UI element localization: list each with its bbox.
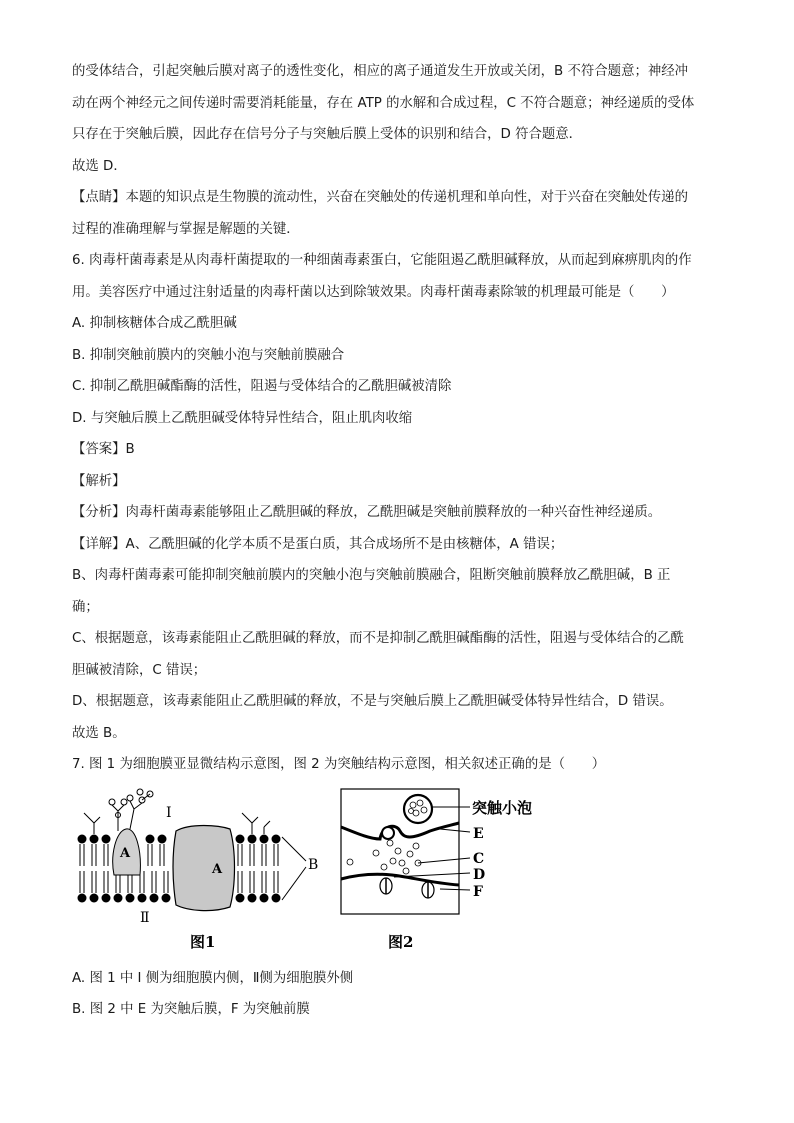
text-line: 【分析】肉毒杆菌毒素能够阻止乙酰胆碱的释放，乙酰胆碱是突触前膜释放的一种兴奋性神经递质。 xyxy=(72,505,662,520)
fig1-membrane xyxy=(78,789,307,911)
fig2-caption: 图2 xyxy=(388,932,414,951)
fig2-frame xyxy=(341,789,459,914)
label-synaptic-vesicle: 突触小泡 xyxy=(472,798,533,817)
question-6-stem: 6. 肉毒杆菌毒素是从肉毒杆菌提取的一种细菌毒素蛋白，它能阻遏乙酰胆碱释放，从而起到麻痹肌肉的作 xyxy=(72,253,692,268)
answer-heading: 【答案】B xyxy=(72,442,135,457)
option-c: C. 抑制乙酰胆碱酯酶的活性，阻遏与受体结合的乙酰胆碱被清除 xyxy=(72,379,452,394)
analysis-heading: 【解析】 xyxy=(72,473,126,489)
postsynaptic-membrane xyxy=(341,874,459,885)
text-line: 只存在于突触后膜，因此存在信号分子与突触后膜上受体的识别和结合，D 符合题意． xyxy=(72,127,583,142)
text-line: 故选 B。 xyxy=(72,725,126,741)
option-b: B. 抑制突触前膜内的突触小泡与突触前膜融合 xyxy=(72,347,345,363)
pointer-f xyxy=(440,889,470,890)
text-line: D、根据题意，该毒素能阻止乙酰胆碱的释放，不是与突触后膜上乙酰胆碱受体特异性结合，D 错误。 xyxy=(72,694,673,709)
fusing-vesicle xyxy=(382,827,394,839)
question-7-option-b: B. 图 2 中 E 为突触后膜，F 为突触前膜 xyxy=(72,1002,310,1017)
neurotransmitter-particles xyxy=(347,840,421,874)
label-d: D xyxy=(473,866,486,883)
label-protein-a-large: A xyxy=(212,861,223,877)
option-a: A. 抑制核糖体合成乙酰胆碱 xyxy=(72,316,237,331)
label-b-pointer xyxy=(282,837,306,900)
option-d: D. 与突触后膜上乙酰胆碱受体特异性结合，阻止肌肉收缩 xyxy=(72,410,413,426)
text-line: 动在两个神经元之间传递时需要消耗能量，存在 ATP 的水解和合成过程，C 不符合题意；神经递质的受体 xyxy=(72,95,695,111)
label-protein-a-small: A xyxy=(120,845,131,861)
membrane-synapse-diagram xyxy=(72,787,728,961)
question-7-stem: 7. 图 1 为细胞膜亚显微结构示意图，图 2 为突触结构示意图，相关叙述正确的是（ ） xyxy=(72,757,606,772)
text-line: 故选 D． xyxy=(72,158,127,174)
document-page xyxy=(72,62,728,1032)
fig2-synapse xyxy=(341,789,470,914)
question-6-stem: 用。美容医疗中通过注射适量的肉毒杆菌以达到除皱效果。肉毒杆菌毒素除皱的机理最可能是（ ） xyxy=(72,284,675,300)
large-protein-a xyxy=(173,825,235,910)
label-c: C xyxy=(473,850,485,867)
text-line: 【详解】A、乙酰胆碱的化学本质不是蛋白质，其合成场所不是由核糖体，A 错误； xyxy=(72,536,564,552)
pointer-e xyxy=(440,829,470,832)
text-line: 过程的准确理解与掌握是解题的关键． xyxy=(72,221,300,237)
label-side-ii: Ⅱ xyxy=(140,909,150,926)
glycocalyx-chains xyxy=(84,789,270,834)
label-e: E xyxy=(473,825,484,842)
text-line: B、肉毒杆菌毒素可能抑制突触前膜内的突触小泡与突触前膜融合，阻断突触前膜释放乙酰胆碱，B 正 xyxy=(72,568,671,583)
text-line: 【点睛】本题的知识点是生物膜的流动性，兴奋在突触处的传递机理和单向性，对于兴奋在突触处传递的 xyxy=(72,190,688,205)
pointer-c xyxy=(418,858,470,863)
label-f: F xyxy=(473,883,483,900)
text-line: 胆碱被清除，C 错误； xyxy=(72,662,207,678)
fig1-caption: 图1 xyxy=(190,932,216,951)
presynaptic-membrane xyxy=(341,823,459,839)
question-7-option-a: A. 图 1 中 I 侧为细胞膜内侧，Ⅱ侧为细胞膜外侧 xyxy=(72,970,354,986)
text-line: C、根据题意，该毒素能阻止乙酰胆碱的释放，而不是抑制乙酰胆碱酯酶的活性，阻遏与受体结合的乙酰 xyxy=(72,631,684,646)
text-line: 确； xyxy=(72,599,99,615)
label-side-i: Ⅰ xyxy=(166,804,172,821)
figure xyxy=(72,787,728,961)
text-line: 的受体结合，引起突触后膜对离子的透性变化，相应的离子通道发生开放或关闭，B 不符合题意；神经冲 xyxy=(72,64,689,79)
label-b: B xyxy=(308,856,319,873)
synaptic-vesicle xyxy=(404,795,432,823)
